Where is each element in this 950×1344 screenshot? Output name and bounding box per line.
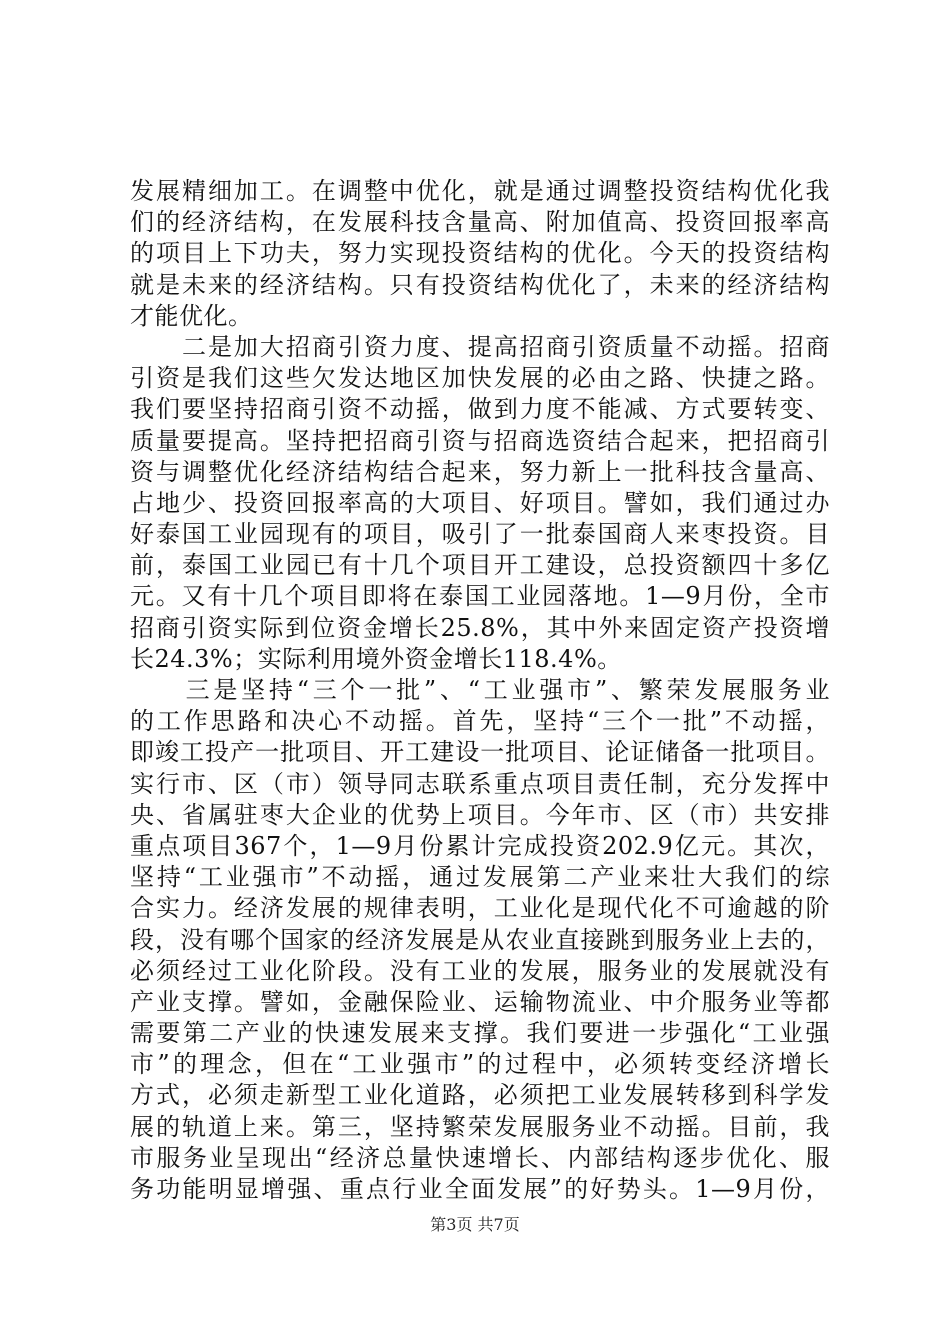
- text-line: 质量要提高。坚持把招商引资与招商选资结合起来，把招商引: [130, 426, 830, 455]
- text-line: 坚持“工业强市”不动摇，通过发展第二产业来壮大我们的综: [130, 863, 830, 892]
- text-line: 市”的理念，但在“工业强市”的过程中，必须转变经济增长: [130, 1050, 830, 1079]
- text-line: 央、省属驻枣大企业的优势上项目。今年市、区（市）共安排: [130, 800, 830, 829]
- text-line: 即竣工投产一批项目、开工建设一批项目、论证储备一批项目。: [130, 738, 830, 767]
- text-line: 发展精细加工。在调整中优化，就是通过调整投资结构优化我: [130, 177, 830, 205]
- text-line: 需要第二产业的快速发展来支撑。我们要进一步强化“工业强: [130, 1019, 830, 1048]
- text-line: 引资是我们这些欠发达地区加快发展的必由之路、快捷之路。: [130, 364, 830, 393]
- text-line: 实行市、区（市）领导同志联系重点项目责任制，充分发挥中: [130, 769, 830, 798]
- text-line: 元。又有十几个项目即将在泰国工业园落地。1—9月份，全市: [130, 582, 830, 611]
- text-line: 就是未来的经济结构。只有投资结构优化了，未来的经济结构: [130, 270, 830, 299]
- text-line: 展的轨道上来。第三，坚持繁荣发展服务业不动摇。目前，我: [130, 1112, 830, 1141]
- text-line: 合实力。经济发展的规律表明，工业化是现代化不可逾越的阶: [130, 894, 830, 923]
- text-line: 方式，必须走新型工业化道路，必须把工业发展转移到科学发: [130, 1081, 830, 1110]
- text-line: 好泰国工业园现有的项目，吸引了一批泰国商人来枣投资。目: [130, 520, 830, 549]
- text-line: 占地少、投资回报率高的大项目、好项目。譬如，我们通过办: [130, 488, 830, 517]
- text-line: 招商引资实际到位资金增长25.8%，其中外来固定资产投资增: [130, 613, 830, 642]
- text-line: 三是坚持“三个一批”、“工业强市”、繁荣发展服务业: [130, 676, 830, 704]
- text-line: 的工作思路和决心不动摇。首先，坚持“三个一批”不动摇，: [130, 707, 830, 736]
- document-body: [130, 176, 830, 1205]
- text-line: 资与调整优化经济结构结合起来，努力新上一批科技含量高、: [130, 457, 830, 486]
- text-line: 产业支撑。譬如，金融保险业、运输物流业、中介服务业等都: [130, 987, 830, 1016]
- text-line: 市服务业呈现出“经济总量快速增长、内部结构逐步优化、服: [130, 1143, 830, 1172]
- text-line: 们的经济结构，在发展科技含量高、附加值高、投资回报率高: [130, 208, 830, 237]
- text-line: 务功能明显增强、重点行业全面发展”的好势头。1—9月份，: [130, 1175, 830, 1203]
- page-footer: [0, 1214, 950, 1236]
- text-line: 重点项目367个，1—9月份累计完成投资202.9亿元。其次，: [130, 831, 830, 860]
- text-line: 前，泰国工业园已有十几个项目开工建设，总投资额四十多亿: [130, 551, 830, 580]
- text-line: 长24.3%；实际利用境外资金增长118.4%。: [130, 644, 622, 673]
- text-line: 段，没有哪个国家的经济发展是从农业直接跳到服务业上去的，: [130, 925, 830, 954]
- text-line: 的项目上下功夫，努力实现投资结构的优化。今天的投资结构: [130, 239, 830, 268]
- text-line: 必须经过工业化阶段。没有工业的发展，服务业的发展就没有: [130, 956, 830, 985]
- text-line: 二是加大招商引资力度、提高招商引资质量不动摇。招商: [130, 332, 830, 361]
- text-line: 才能优化。: [130, 301, 253, 330]
- page-number: 第3页 共7页: [430, 1215, 520, 1234]
- text-line: 我们要坚持招商引资不动摇，做到力度不能减、方式要转变、: [130, 395, 830, 424]
